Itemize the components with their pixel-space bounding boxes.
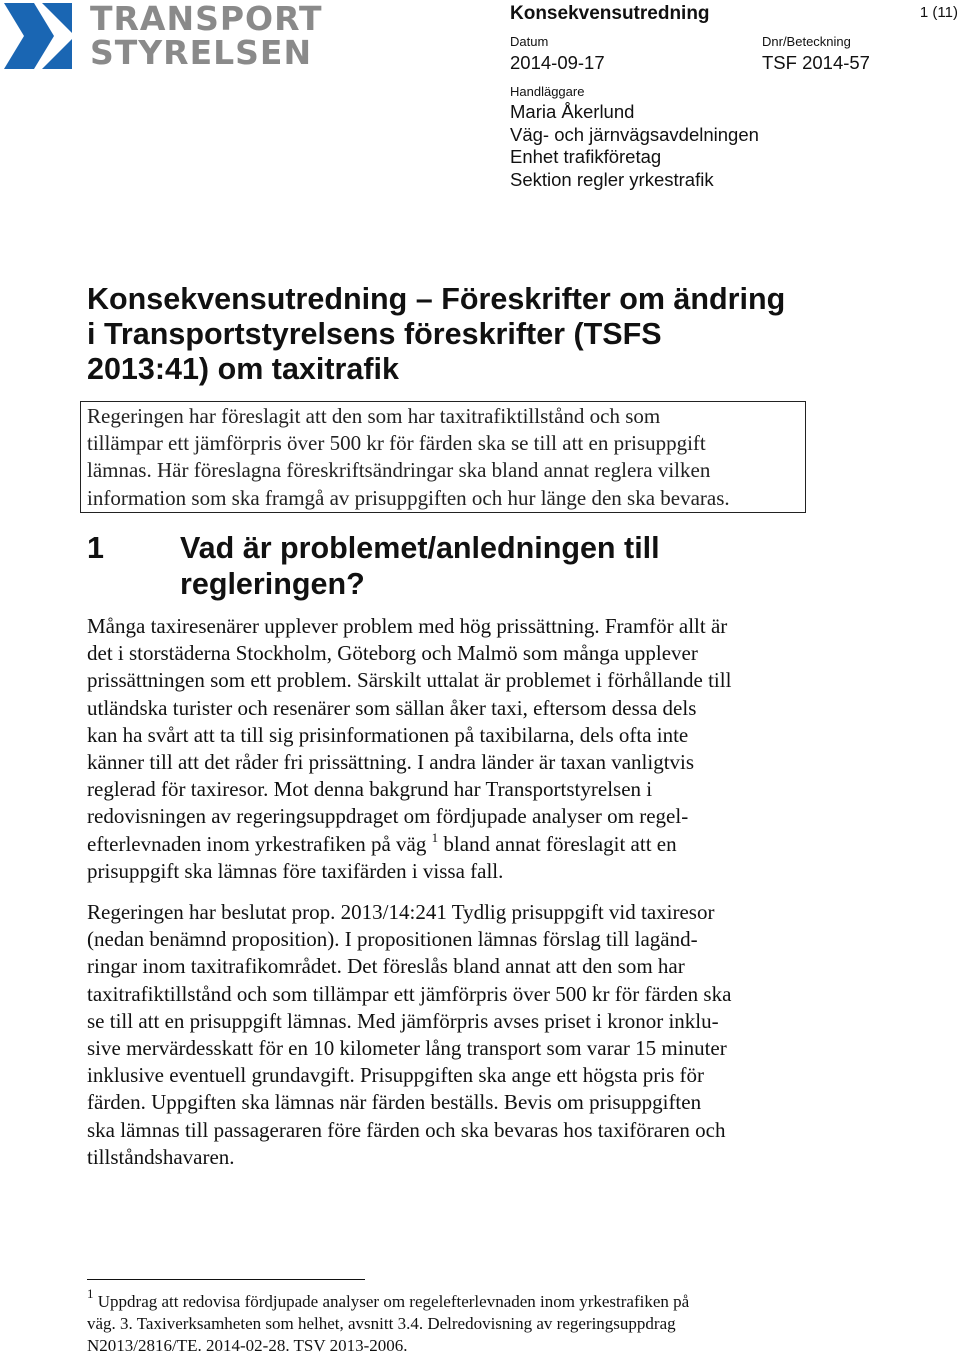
paragraph-line: Många taxiresenärer upplever problem med hög prissättning. Framför allt är xyxy=(87,614,728,638)
summary-line: tillämpar ett jämförpris över 500 kr för färden ska se till att en prisuppgift xyxy=(87,431,706,456)
section-heading-line: regleringen? xyxy=(180,567,365,601)
footnote-line xyxy=(87,1286,807,1313)
logo-wordmark xyxy=(90,2,323,70)
paragraph-line: redovisningen av regeringsuppdraget om fördjupade analyser om regel- xyxy=(87,804,689,829)
logo-line-1: TRANSPORT xyxy=(90,0,323,38)
summary-text xyxy=(87,403,799,512)
paragraph-line: ska lämnas till passageraren före färden och ska bevaras hos taxiföraren och xyxy=(87,1117,726,1142)
date-label: Datum xyxy=(510,34,549,49)
paragraph-line: taxitrafiktillstånd och som tillämpar ett jämförpris över 500 kr för färden ska xyxy=(87,981,732,1006)
paragraph-line: utländska turister och resenärer som sällan åker taxi, eftersom dessa dels xyxy=(87,695,697,720)
handler-section: Sektion regler yrkestrafik xyxy=(510,168,714,190)
paragraph-2 xyxy=(87,899,812,1171)
paragraph-1 xyxy=(87,613,812,885)
reference-label: Dnr/Beteckning xyxy=(762,34,851,49)
footnote-line: väg. 3. Taxiverksamheten som helhet, avsnitt 3.4. Delredovisning av regeringsuppdrag xyxy=(87,1314,676,1333)
paragraph-line xyxy=(87,831,812,858)
paragraph-text: efterlevnaden inom yrkestrafiken på väg xyxy=(87,831,427,856)
paragraph-line: inklusive eventuell grundavgift. Prisuppgiften ska ange ett högsta pris för xyxy=(87,1063,705,1088)
footnote-reference[interactable]: 1 xyxy=(431,829,439,845)
paragraph-line: Regeringen har beslutat prop. 2013/14:241 Tydlig prisuppgift vid taxiresor xyxy=(87,900,715,924)
paragraph-line: färden. Uppgiften ska lämnas när färden beställs. Bevis om prisuppgiften xyxy=(87,1090,702,1115)
title-line: i Transportstyrelsens föreskrifter (TSFS xyxy=(87,317,662,351)
section-heading xyxy=(180,530,740,602)
reference-value: TSF 2014-57 xyxy=(762,52,870,73)
transportstyrelsen-logo-icon xyxy=(4,3,72,69)
handler-block xyxy=(510,101,759,191)
handler-unit: Enhet trafikföretag xyxy=(510,146,662,167)
handler-label: Handläggare xyxy=(510,84,585,99)
footnote-line: N2013/2816/TE. 2014-02-28. TSV 2013-2006. xyxy=(87,1336,408,1355)
handler-department: Väg- och järnvägsavdelningen xyxy=(510,123,759,145)
paragraph-line: ringar inom taxitrafikområdet. Det föreslås bland annat att den som har xyxy=(87,954,685,979)
footnote-text: Uppdrag att redovisa fördjupade analyser om regelefterlevnaden inom yrkestrafiken på xyxy=(97,1292,690,1311)
paragraph-line: prisuppgift ska lämnas före taxifärden i vissa fall. xyxy=(87,858,504,883)
logo-line-2: STYRELSEN xyxy=(90,33,313,72)
footnote-divider xyxy=(87,1279,365,1280)
paragraph-line: (nedan benämnd proposition). I propositionen lämnas förslag till lagänd- xyxy=(87,927,698,952)
paragraph-line: det i storstäderna Stockholm, Göteborg och Malmö som många upplever xyxy=(87,641,698,666)
document-title xyxy=(87,282,847,387)
section-number: 1 xyxy=(87,531,104,565)
section-heading-line: Vad är problemet/anledningen till xyxy=(180,531,660,565)
document-type: Konsekvensutredning xyxy=(510,3,710,24)
summary-line: lämnas. Här föreslagna föreskriftsändringar ska bland annat reglera vilken xyxy=(87,458,711,483)
date-value: 2014-09-17 xyxy=(510,52,605,73)
paragraph-line: tillståndshavaren. xyxy=(87,1144,235,1169)
paragraph-line: reglerad för taxiresor. Mot denna bakgrund har Transportstyrelsen i xyxy=(87,777,653,802)
paragraph-text: bland annat föreslagit att en xyxy=(443,831,677,856)
handler-name: Maria Åkerlund xyxy=(510,101,635,122)
paragraph-line: sive mervärdesskatt för en 10 kilometer lång transport som varar 15 minuter xyxy=(87,1036,727,1061)
footnote-number: 1 xyxy=(87,1286,94,1301)
title-line: 2013:41) om taxitrafik xyxy=(87,352,399,386)
page-number: 1 (11) xyxy=(919,4,958,21)
title-line: Konsekvensutredning – Föreskrifter om ändring xyxy=(87,282,786,316)
summary-line: Regeringen har föreslagit att den som har taxitrafiktillstånd och som xyxy=(87,404,661,428)
summary-line: information som ska framgå av prisuppgiften och hur länge den ska bevaras. xyxy=(87,485,730,510)
paragraph-line: kan ha svårt att ta till sig prisinformationen på taxibilarna, dels ofta inte xyxy=(87,722,689,747)
paragraph-line: prissättningen som ett problem. Särskilt uttalat är problemet i förhållande till xyxy=(87,668,732,693)
footnote xyxy=(87,1286,807,1357)
paragraph-line: se till att en prisuppgift lämnas. Med jämförpris avses priset i kronor inklu- xyxy=(87,1008,719,1033)
paragraph-line: känner till att det råder fri prissättning. I andra länder är taxan vanligtvis xyxy=(87,750,695,775)
